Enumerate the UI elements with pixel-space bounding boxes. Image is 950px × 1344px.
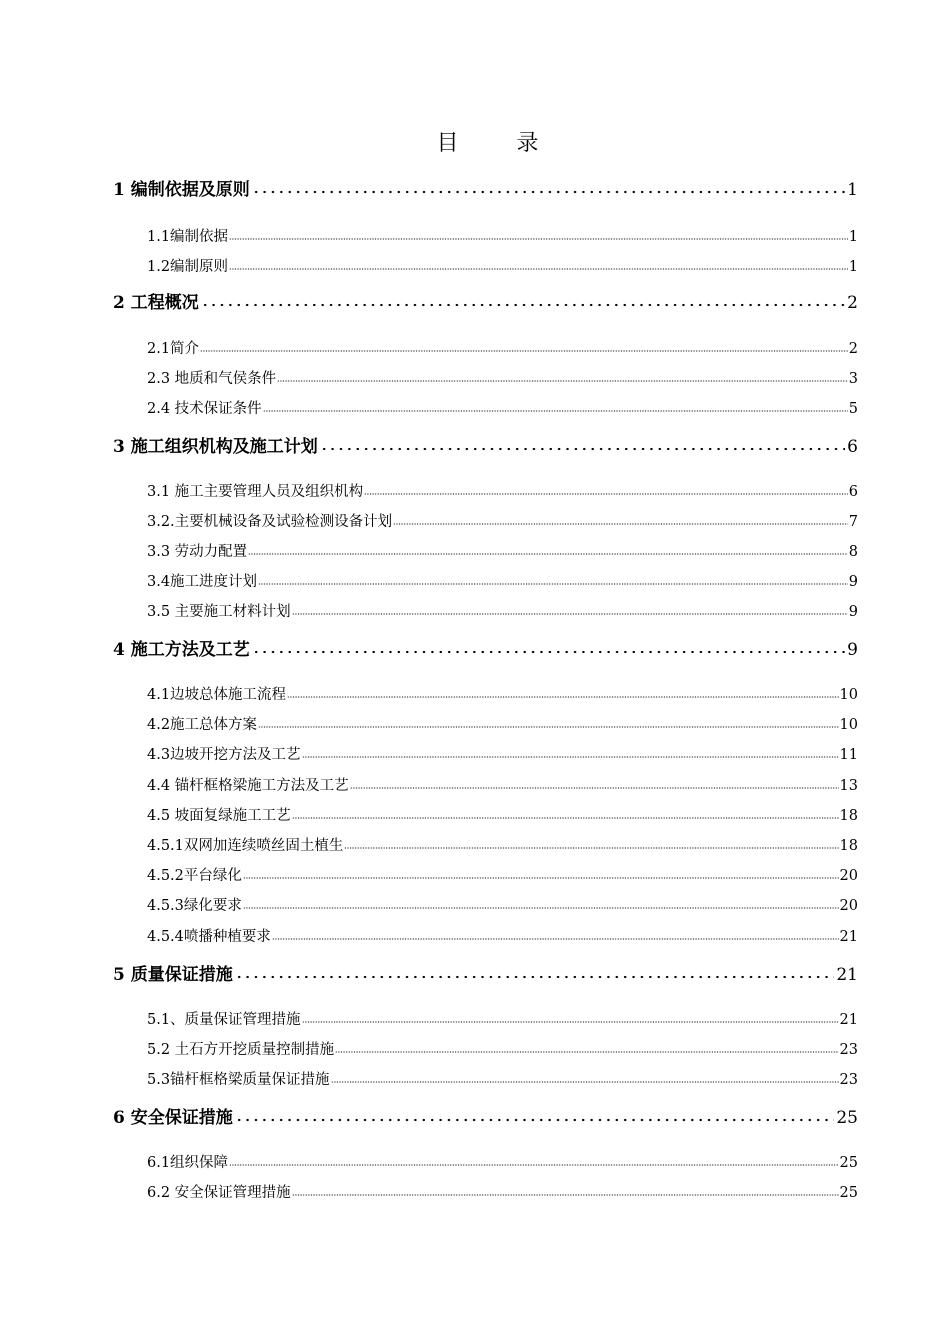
toc-page-number: 20 <box>839 868 858 884</box>
toc-dot-leader <box>235 1105 835 1123</box>
toc-entry-label: 1.1编制依据 <box>147 229 229 245</box>
toc-page-number: 7 <box>848 514 858 530</box>
toc-entry-section[interactable] <box>0 255 950 276</box>
toc-entry-label: 5 质量保证措施 <box>113 965 233 985</box>
toc-dot-leader <box>201 290 845 308</box>
toc-entry-section[interactable] <box>0 510 950 531</box>
toc-entry-label: 4.2施工总体方案 <box>147 717 258 733</box>
toc-entry-label: 4.4 锚杆框格梁施工方法及工艺 <box>147 778 349 794</box>
toc-entry-chapter-1[interactable] <box>0 175 950 200</box>
toc-dot-leader <box>292 1183 839 1197</box>
toc-entry-section[interactable] <box>0 225 950 246</box>
toc-entry-section[interactable] <box>0 1068 950 1089</box>
toc-dot-leader <box>243 866 839 880</box>
toc-entry-label: 4 施工方法及工艺 <box>113 640 250 660</box>
toc-entry-section[interactable] <box>0 480 950 501</box>
toc-entry-label: 1 编制依据及原则 <box>113 180 250 200</box>
toc-dot-leader <box>258 572 848 586</box>
toc-entry-section[interactable] <box>0 743 950 764</box>
toc-entry-section[interactable] <box>0 894 950 915</box>
toc-entry-label: 2.1简介 <box>147 341 200 357</box>
toc-dot-leader <box>272 927 839 941</box>
toc-page-number: 21 <box>836 965 858 985</box>
toc-entry-label: 4.5.4喷播种植要求 <box>147 929 271 945</box>
toc-page-number: 23 <box>839 1072 858 1088</box>
toc-page-number: 9 <box>848 574 858 590</box>
toc-entry-label: 3.3 劳动力配置 <box>147 544 248 560</box>
toc-page-number: 10 <box>839 687 858 703</box>
toc-entry-section[interactable] <box>0 864 950 885</box>
toc-entry-label: 4.5.2平台绿化 <box>147 868 242 884</box>
toc-entry-label: 6 安全保证措施 <box>113 1108 233 1128</box>
toc-page-number: 9 <box>848 604 858 620</box>
toc-dot-leader <box>292 806 839 820</box>
toc-dot-leader <box>229 1153 838 1167</box>
toc-entry-chapter-5[interactable] <box>0 960 950 985</box>
toc-entry-section[interactable] <box>0 925 950 946</box>
toc-page-number: 20 <box>839 898 858 914</box>
toc-entry-section[interactable] <box>0 540 950 561</box>
toc-entry-label: 1.2编制原则 <box>147 259 229 275</box>
toc-dot-leader <box>393 512 848 526</box>
toc-entry-section[interactable] <box>0 713 950 734</box>
toc-entry-label: 4.5.1双网加连续喷丝固土植生 <box>147 838 344 854</box>
toc-page-number: 13 <box>839 778 858 794</box>
toc-entry-label: 4.5 坡面复绿施工工艺 <box>147 808 291 824</box>
toc-entry-label: 5.3锚杆框格梁质量保证措施 <box>147 1072 330 1088</box>
toc-dot-leader <box>350 776 839 790</box>
toc-entry-section[interactable] <box>0 600 950 621</box>
toc-title-right: 录 <box>516 131 539 156</box>
toc-page-number: 18 <box>839 808 858 824</box>
toc-entry-chapter-2[interactable] <box>0 288 950 313</box>
toc-entry-section[interactable] <box>0 774 950 795</box>
toc-dot-leader <box>302 1010 839 1024</box>
toc-page-number: 6 <box>848 484 858 500</box>
toc-dot-leader <box>287 685 838 699</box>
toc-entry-label: 4.3边坡开挖方法及工艺 <box>147 747 301 763</box>
toc-entry-label: 4.5.3绿化要求 <box>147 898 242 914</box>
toc-entry-section[interactable] <box>0 834 950 855</box>
toc-entry-label: 6.2 安全保证管理措施 <box>147 1185 291 1201</box>
toc-dot-leader <box>235 962 835 980</box>
toc-entry-section[interactable] <box>0 804 950 825</box>
toc-dot-leader <box>252 177 845 195</box>
toc-dot-leader <box>229 257 848 271</box>
toc-entry-section[interactable] <box>0 570 950 591</box>
toc-entry-section[interactable] <box>0 1181 950 1202</box>
toc-entry-section[interactable] <box>0 683 950 704</box>
toc-page-number: 21 <box>839 929 858 945</box>
toc-dot-leader <box>258 715 838 729</box>
toc-entry-label: 3 施工组织机构及施工计划 <box>113 437 318 457</box>
toc-page-number: 1 <box>848 259 858 275</box>
toc-dot-leader <box>243 896 839 910</box>
toc-entry-label: 6.1组织保障 <box>147 1155 229 1171</box>
toc-entry-section[interactable] <box>0 1008 950 1029</box>
toc-entry-label: 5.1、质量保证管理措施 <box>147 1012 301 1028</box>
toc-entry-label: 3.2.主要机械设备及试验检测设备计划 <box>147 514 393 530</box>
toc-dot-leader <box>335 1040 838 1054</box>
toc-title <box>0 126 950 157</box>
toc-page-number: 3 <box>848 371 858 387</box>
toc-entry-label: 3.1 施工主要管理人员及组织机构 <box>147 484 364 500</box>
toc-page-number: 1 <box>847 180 858 200</box>
toc-dot-leader <box>263 399 848 413</box>
toc-page-number: 18 <box>839 838 858 854</box>
toc-entry-label: 2.4 技术保证条件 <box>147 401 262 417</box>
toc-dot-leader <box>292 602 848 616</box>
toc-dot-leader <box>331 1070 839 1084</box>
toc-entry-section[interactable] <box>0 1038 950 1059</box>
toc-entry-section[interactable] <box>0 337 950 358</box>
toc-dot-leader <box>344 836 838 850</box>
toc-page-number: 1 <box>848 229 858 245</box>
toc-dot-leader <box>248 542 848 556</box>
toc-page-number: 8 <box>848 544 858 560</box>
toc-entry-chapter-3[interactable] <box>0 432 950 457</box>
toc-page-number: 2 <box>847 293 858 313</box>
toc-entry-chapter-6[interactable] <box>0 1103 950 1128</box>
toc-page-number: 25 <box>839 1155 858 1171</box>
toc-page-number: 9 <box>847 640 858 660</box>
toc-dot-leader <box>229 227 848 241</box>
toc-entry-chapter-4[interactable] <box>0 635 950 660</box>
toc-page-number: 25 <box>836 1108 858 1128</box>
toc-dot-leader <box>252 637 845 655</box>
toc-entry-section[interactable] <box>0 367 950 388</box>
toc-page-number: 25 <box>839 1185 858 1201</box>
toc-dot-leader <box>277 369 848 383</box>
toc-page-number: 11 <box>839 747 858 763</box>
toc-entry-label: 3.4施工进度计划 <box>147 574 258 590</box>
toc-entry-label: 2 工程概况 <box>113 293 199 313</box>
toc-dot-leader <box>302 745 839 759</box>
toc-page-number: 6 <box>847 437 858 457</box>
toc-dot-leader <box>364 482 848 496</box>
toc-page-number: 2 <box>848 341 858 357</box>
toc-entry-label: 4.1边坡总体施工流程 <box>147 687 287 703</box>
toc-entry-label: 5.2 土石方开挖质量控制措施 <box>147 1042 335 1058</box>
toc-entry-label: 2.3 地质和气侯条件 <box>147 371 277 387</box>
toc-dot-leader <box>320 434 845 452</box>
toc-title-left: 目 <box>436 131 459 156</box>
toc-page-number: 10 <box>839 717 858 733</box>
toc-entry-label: 3.5 主要施工材料计划 <box>147 604 291 620</box>
toc-page-number: 21 <box>839 1012 858 1028</box>
toc-entry-section[interactable] <box>0 1151 950 1172</box>
toc-page-number: 23 <box>839 1042 858 1058</box>
toc-page-number: 5 <box>848 401 858 417</box>
toc-dot-leader <box>200 339 848 353</box>
toc-entry-section[interactable] <box>0 397 950 418</box>
